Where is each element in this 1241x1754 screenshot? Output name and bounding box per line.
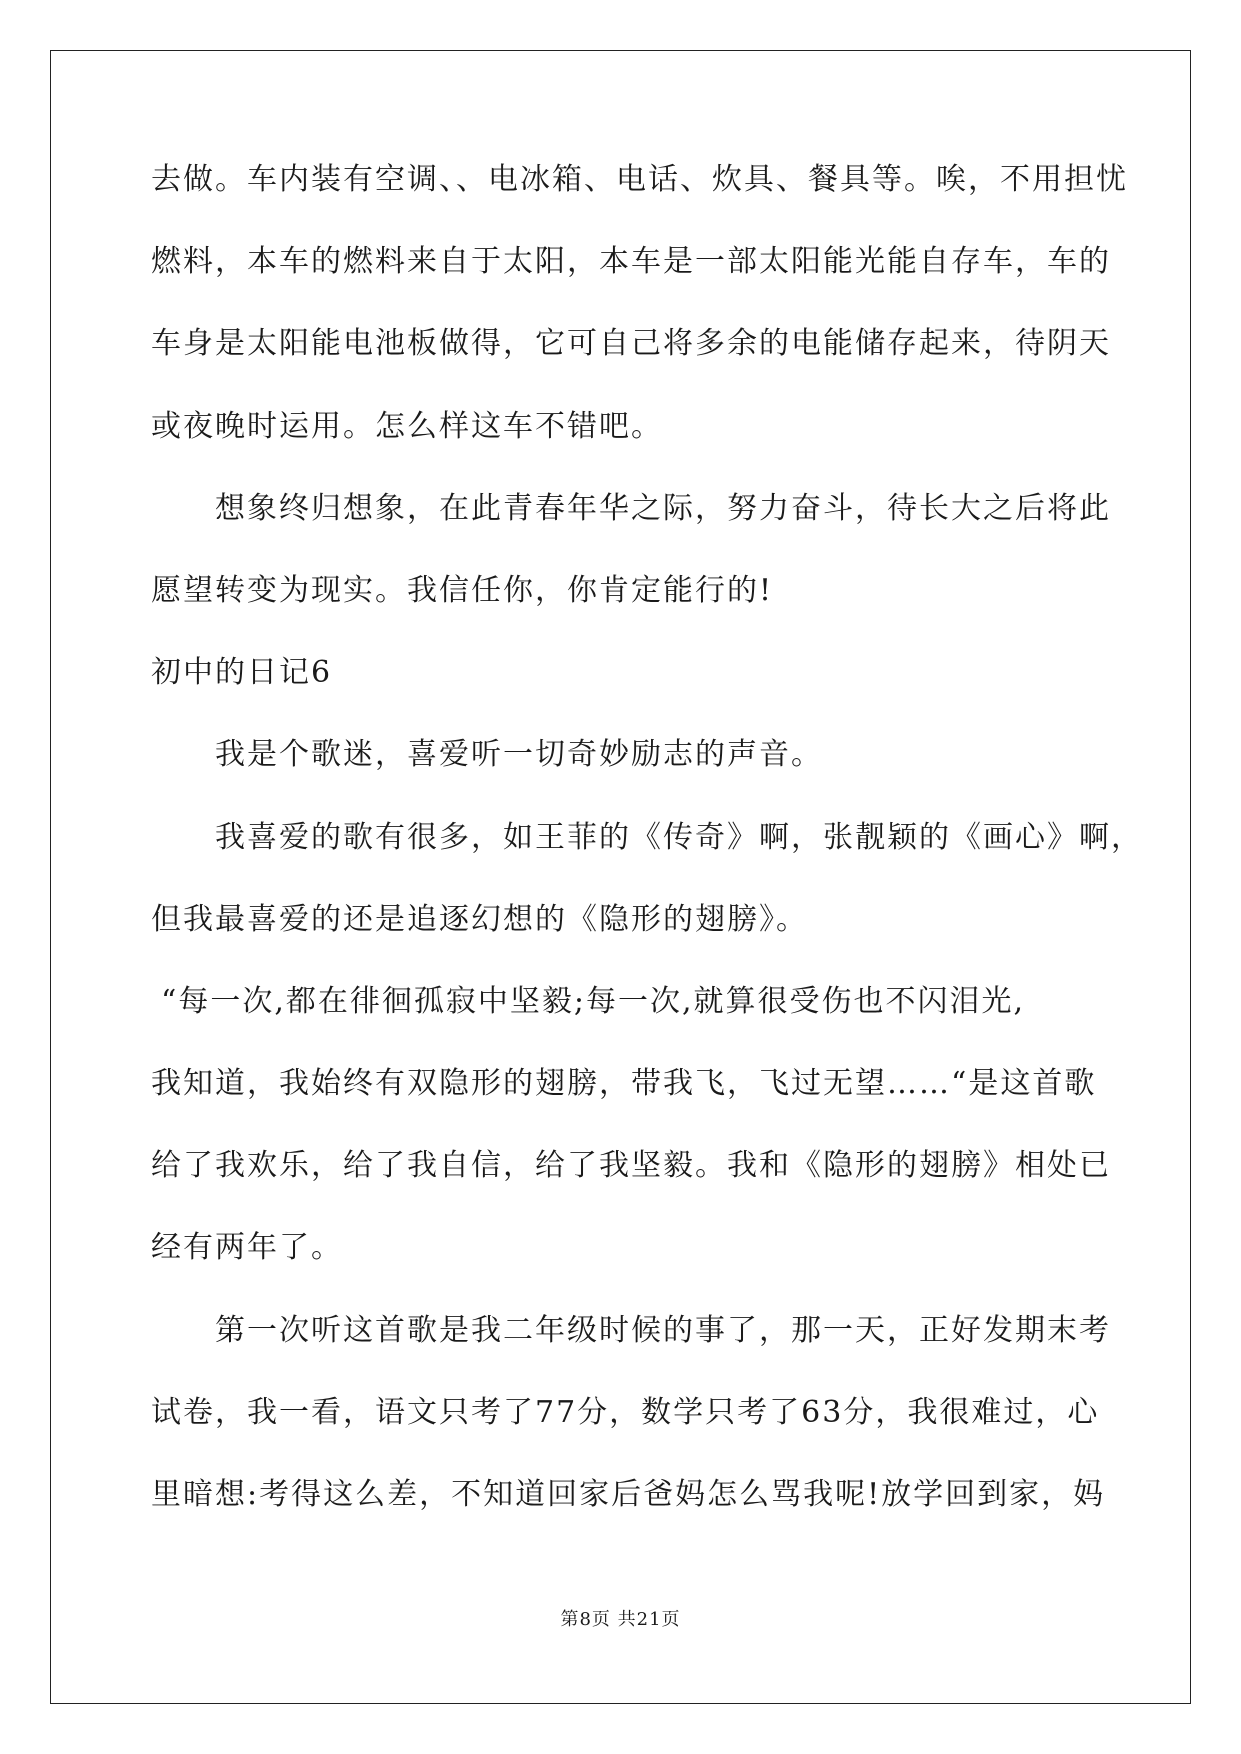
text-line: 里暗想:考得这么差，不知道回家后爸妈怎么骂我呢!放学回到家，妈 [151,1477,1106,1512]
document-body [151,160,1143,1557]
paragraph-start: 第一次听这首歌是我二年级时候的事了，那一天，正好发期末考 [215,1312,1111,1348]
text-line: 给了我欢乐，给了我自信，给了我坚毅。我和《隐形的翅膀》相处已 [151,1148,1111,1184]
paragraph-start: 我喜爱的歌有很多，如王菲的《传奇》啊，张靓颖的《画心》啊， [215,819,1143,855]
text-line: 车身是太阳能电池板做得，它可自己将多余的电能储存起来，待阴天 [151,326,1111,362]
text-line: 经有两年了。 [151,1230,343,1266]
page-number: 第8页 共21页 [560,1609,681,1630]
text-line: 燃料，本车的燃料来自于太阳，本车是一部太阳能光能自存车，车的 [151,244,1111,280]
paragraph-start: 我是个歌迷，喜爱听一切奇妙励志的声音。 [215,737,823,773]
text-line: 但我最喜爱的还是追逐幻想的《隐形的翅膀》。 [151,901,808,937]
paragraph-start: 想象终归想象，在此青春年华之际，努力奋斗，待长大之后将此 [215,490,1111,526]
text-line: 我知道，我始终有双隐形的翅膀，带我飞，飞过无望……“是这首歌 [151,1066,1097,1102]
text-line: 试卷，我一看，语文只考了77分，数学只考了63分，我很难过，心 [151,1394,1100,1430]
section-heading: 初中的日记6 [151,655,333,691]
text-line: 去做。车内装有空调、、电冰箱、电话、炊具、餐具等。唉，不用担忧 [151,162,1128,197]
text-line: 愿望转变为现实。我信任你，你肯定能行的! [151,572,774,608]
paragraph-start: “每一次,都在徘徊孤寂中坚毅;每一次,就算很受伤也不闪泪光, [161,983,1026,1019]
text-line: 或夜晚时运用。怎么样这车不错吧。 [151,408,663,444]
